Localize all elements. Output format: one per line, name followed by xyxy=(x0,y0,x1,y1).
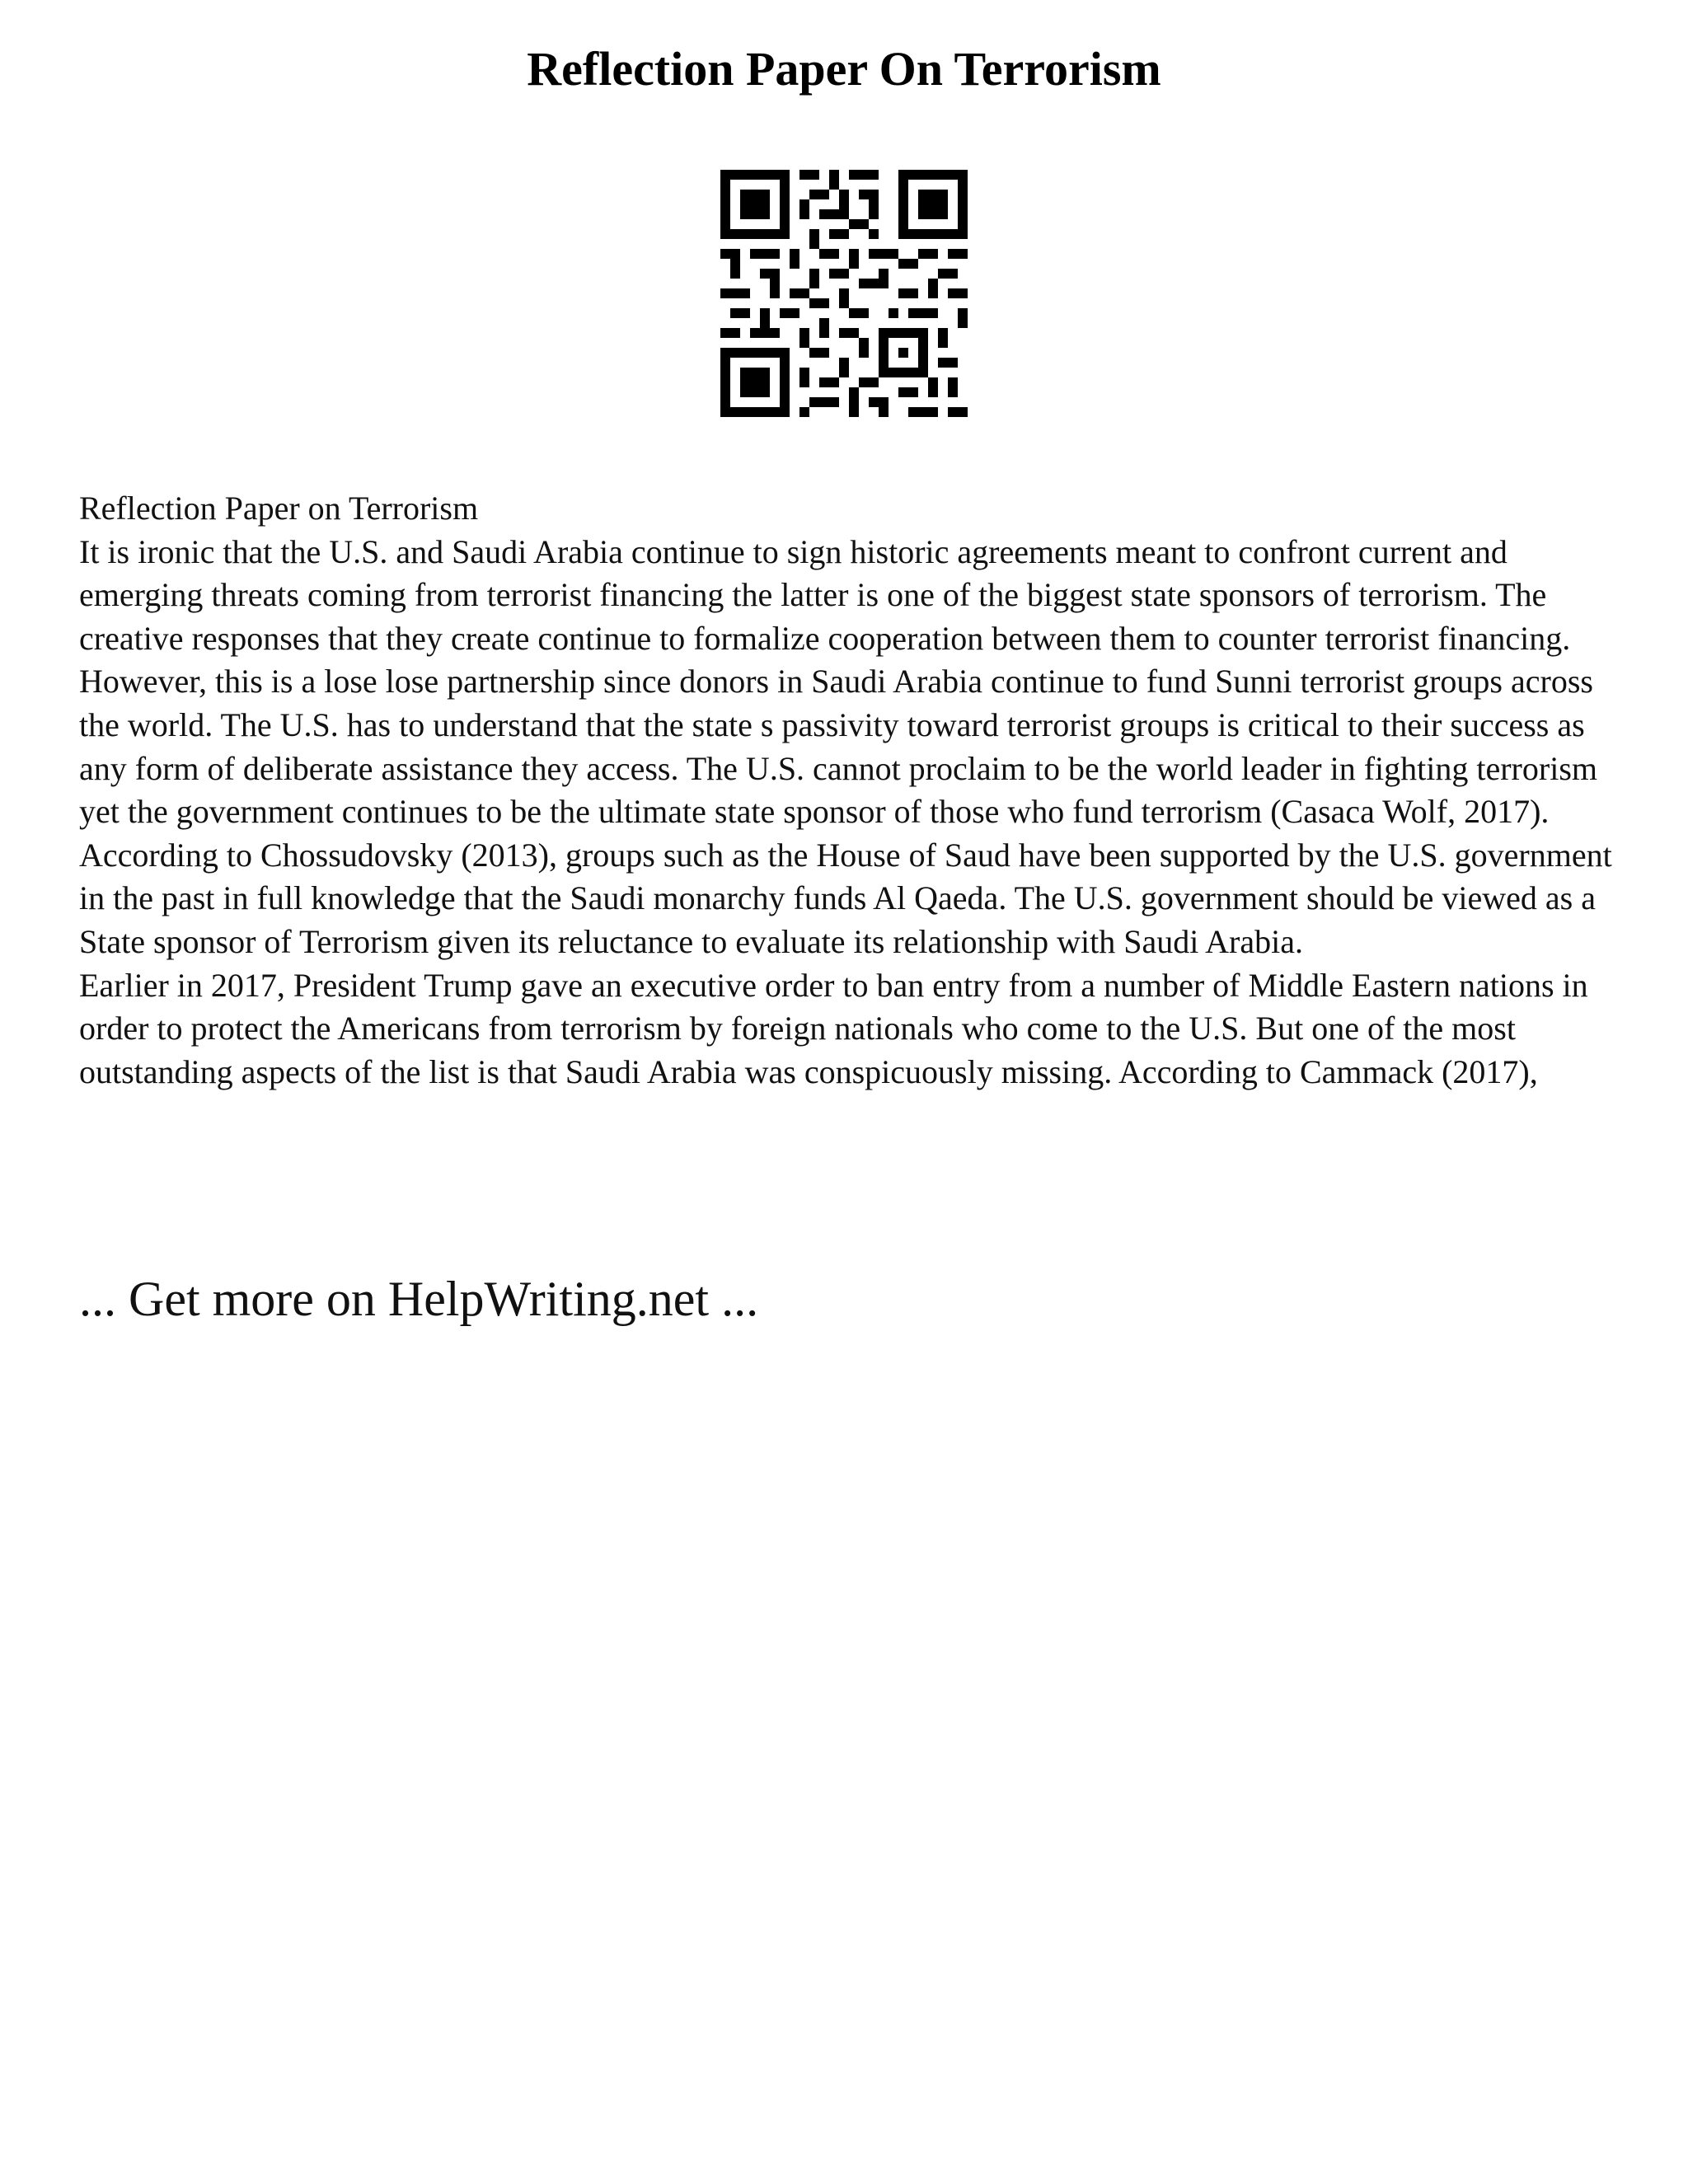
article-body xyxy=(79,487,1629,1094)
qr-code-icon xyxy=(720,170,968,417)
article-paragraph-2: Earlier in 2017, President Trump gave an executive order to ban entry from a number of Middle Eastern nations in order to protect the Americans from terrorism by foreign nationals who come to the U.S. But one of the most outstanding aspects of the list is that Saudi Arabia was conspicuously missing. According to Cammack (2017), xyxy=(79,966,1588,1090)
qr-code xyxy=(720,170,968,417)
page-title: Reflection Paper On Terrorism xyxy=(527,42,1161,96)
article-paragraph-1: It is ironic that the U.S. and Saudi Arabia continue to sign historic agreements meant to confront current and emerging threats coming from terrorist financing the latter is one of the biggest state sponsors of terrorism. The creative responses that they create continue to formalize cooperation between them to counter terrorist financing. However, this is a lose lose partnership since donors in Saudi Arabia continue to fund Sunni terrorist groups across the world. The U.S. has to understand that the state s passivity toward terrorist groups is critical to their success as any form of deliberate assistance they access. The U.S. cannot proclaim to be the world leader in fighting terrorism yet the government continues to be the ultimate state sponsor of those who fund terrorism (Casaca Wolf, 2017). According to Chossudovsky (2013), groups such as the House of Saud have been supported by the U.S. government in the past in full knowledge that the Saudi monarchy funds Al Qaeda. The U.S. government should be viewed as a State sponsor of Terrorism given its reluctance to evaluate its relationship with Saudi Arabia. xyxy=(79,532,1612,960)
article-heading: Reflection Paper on Terrorism xyxy=(79,490,479,527)
get-more-link[interactable]: ... Get more on HelpWriting.net ... xyxy=(79,1272,759,1326)
